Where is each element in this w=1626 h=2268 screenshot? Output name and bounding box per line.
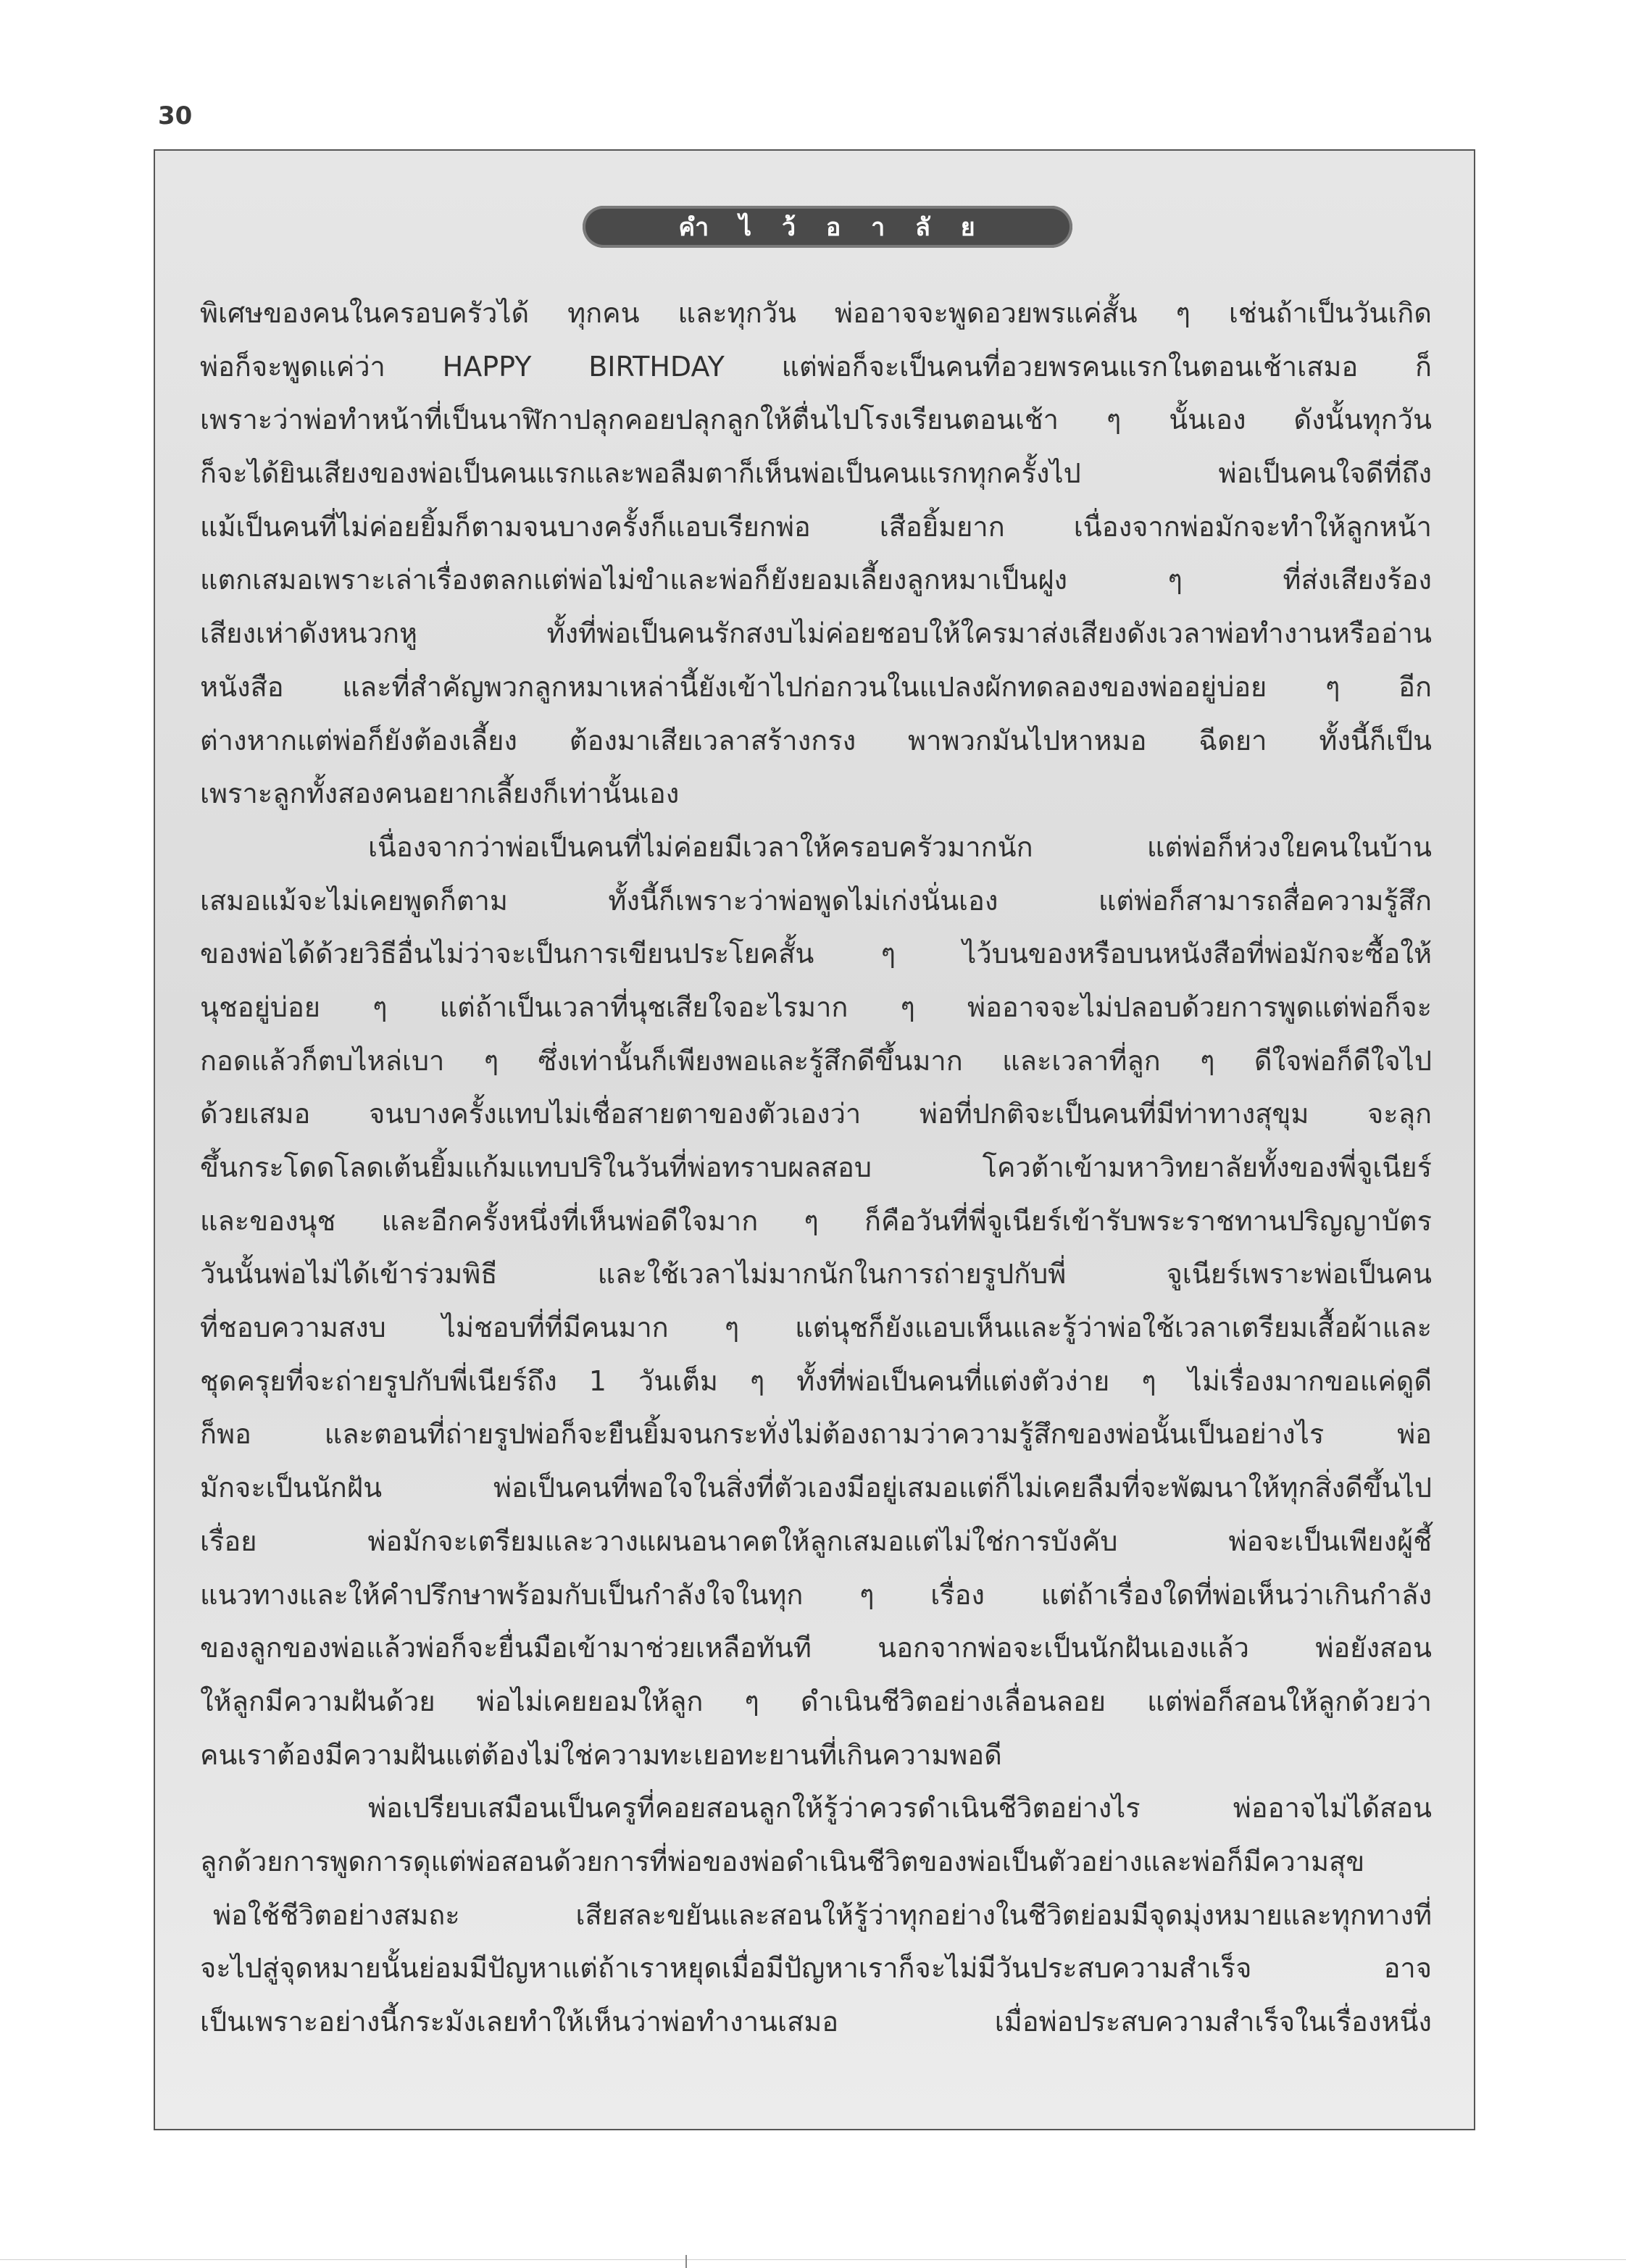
text-line: พ่อใช้ชีวิตอย่างสมถะ เสียสละขยันและสอนให้รู้ว่าทุกอย่างในชีวิตย่อมมีจุดมุ่งหมายและทุกทางที่ — [213, 1898, 1432, 1931]
text-line: และของนุช และอีกครั้งหนึ่งที่เห็นพ่อดีใจมาก ๆ ก็คือวันที่พี่จูเนียร์เข้ารับพระราชทานปริญญาบัตร — [200, 1204, 1432, 1237]
text-line: ต่างหากแต่พ่อก็ยังต้องเลี้ยง ต้องมาเสียเวลาสร้างกรง พาพวกมันไปหาหมอ ฉีดยา ทั้งนี้ก็เป็น — [200, 724, 1432, 756]
text-line: พ่อเปรียบเสมือนเป็นครูที่คอยสอนลูกให้รู้ว่าควรดำเนินชีวิตอย่างไร พ่ออาจไม่ได้สอน — [368, 1792, 1432, 1825]
text-line: แนวทางและให้คำปรึกษาพร้อมกับเป็นกำลังใจในทุก ๆ เรื่อง แต่ถ้าเรื่องใดที่พ่อเห็นว่าเกินกำลัง — [200, 1578, 1432, 1611]
section-title: คำ ไ ว้ อ า ลั ย — [583, 206, 1072, 248]
text-line: วันนั้นพ่อไม่ได้เข้าร่วมพิธี และใช้เวลาไม่มากนักในการถ่ายรูปกับพี่ จูเนียร์เพราะพ่อเป็นคน — [200, 1258, 1432, 1291]
text-line: กอดแล้วก็ตบไหล่เบา ๆ ซึ่งเท่านั้นก็เพียงพอและรู้สึกดีขึ้นมาก และเวลาที่ลูก ๆ ดีใจพ่อก็ดีใจไป — [200, 1044, 1432, 1077]
text-frame — [154, 149, 1475, 2130]
text-line: เสมอแม้จะไม่เคยพูดก็ตาม ทั้งนี้ก็เพราะว่าพ่อพูดไม่เก่งนั่นเอง แต่พ่อก็สามารถสื่อความรู้สึก — [200, 884, 1432, 917]
text-line: เป็นเพราะอย่างนี้กระมังเลยทำให้เห็นว่าพ่อทำงานเสมอ เมื่อพ่อประสบความสำเร็จในเรื่องหนึ่ง — [200, 2006, 1432, 2038]
text-line: ของพ่อได้ด้วยวิธีอื่นไม่ว่าจะเป็นการเขียนประโยคสั้น ๆ ไว้บนของหรือบนหนังสือที่พ่อมักจะซื้อให้ — [200, 938, 1432, 970]
text-line: มักจะเป็นนักฝัน พ่อเป็นคนที่พอใจในสิ่งที่ตัวเองมีอยู่เสมอแต่ก็ไม่เคยลืมที่จะพัฒนาให้ทุกสิ่งดีขึ้นไป — [200, 1472, 1432, 1504]
text-line: ให้ลูกมีความฝันด้วย พ่อไม่เคยยอมให้ลูก ๆ ดำเนินชีวิตอย่างเลื่อนลอย แต่พ่อก็สอนให้ลูกด้วยว่า — [200, 1685, 1432, 1717]
text-line: เพราะว่าพ่อทำหน้าที่เป็นนาฬิกาปลุกคอยปลุกลูกให้ตื่นไปโรงเรียนตอนเช้า ๆ นั้นเอง ดังนั้นทุกวัน — [200, 404, 1432, 436]
text-line: แม้เป็นคนที่ไม่ค่อยยิ้มก็ตามจนบางครั้งก็แอบเรียกพ่อ เสือยิ้มยาก เนื่องจากพ่อมักจะทำให้ลูกหน้า — [200, 510, 1432, 543]
text-line: พิเศษของคนในครอบครัวได้ ทุกคน และทุกวัน พ่ออาจจะพูดอวยพรแค่สั้น ๆ เช่นถ้าเป็นวันเกิด — [200, 297, 1432, 329]
text-line: หนังสือ และที่สำคัญพวกลูกหมาเหล่านี้ยังเข้าไปก่อกวนในแปลงผักทดลองของพ่ออยู่บ่อย ๆ อีก — [200, 670, 1432, 703]
text-line: เพราะลูกทั้งสองคนอยากเลี้ยงก็เท่านั้นเอง — [200, 777, 680, 810]
text-line: ด้วยเสมอ จนบางครั้งแทบไม่เชื่อสายตาของตัวเองว่า พ่อที่ปกติจะเป็นคนที่มีท่าทางสุขุม จะลุก — [200, 1098, 1432, 1130]
text-line: จะไปสู่จุดหมายนั้นย่อมมีปัญหาแต่ถ้าเราหยุดเมื่อมีปัญหาเราก็จะไม่มีวันประสบความสำเร็จ อาจ — [200, 1952, 1432, 1985]
page-fold-mark — [685, 2255, 687, 2268]
text-line: ของลูกของพ่อแล้วพ่อก็จะยื่นมือเข้ามาช่วยเหลือทันที นอกจากพ่อจะเป็นนักฝันเองแล้ว พ่อยังสอน — [200, 1632, 1432, 1664]
text-line: ชุดครุยที่จะถ่ายรูปกับพี่เนียร์ถึง 1 วันเต็ม ๆ ทั้งที่พ่อเป็นคนที่แต่งตัวง่าย ๆ ไม่เรื่องมากขอแค่ดูดี — [200, 1364, 1432, 1397]
page-number: 30 — [158, 101, 193, 130]
text-line: ก็พอ และตอนที่ถ่ายรูปพ่อก็จะยืนยิ้มจนกระทั่งไม่ต้องถามว่าความรู้สึกของพ่อนั้นเป็นอย่างไร พ่อ — [200, 1418, 1432, 1451]
body-text — [200, 287, 1432, 2049]
text-line: ที่ชอบความสงบ ไม่ชอบที่ที่มีคนมาก ๆ แต่นุชก็ยังแอบเห็นและรู้ว่าพ่อใช้เวลาเตรียมเสื้อผ้าและ — [200, 1312, 1432, 1344]
text-line: เนื่องจากว่าพ่อเป็นคนที่ไม่ค่อยมีเวลาให้ครอบครัวมากนัก แต่พ่อก็ห่วงใยคนในบ้าน — [368, 830, 1432, 863]
text-line: นุชอยู่บ่อย ๆ แต่ถ้าเป็นเวลาที่นุชเสียใจอะไรมาก ๆ พ่ออาจจะไม่ปลอบด้วยการพูดแต่พ่อก็จะ — [200, 991, 1432, 1023]
text-line: เสียงเห่าดังหนวกหู ทั้งที่พ่อเป็นคนรักสงบไม่ค่อยชอบให้ใครมาส่งเสียงดังเวลาพ่อทำงานหรืออ่าน — [200, 617, 1432, 650]
text-line: ก็จะได้ยินเสียงของพ่อเป็นคนแรกและพอลืมตาก็เห็นพ่อเป็นคนแรกทุกครั้งไป พ่อเป็นคนใจดีที่ถึง — [200, 457, 1432, 490]
text-line: แตกเสมอเพราะเล่าเรื่องตลกแต่พ่อไม่ขำและพ่อก็ยังยอมเลี้ยงลูกหมาเป็นฝูง ๆ ที่ส่งเสียงร้อง — [200, 564, 1432, 596]
page-bottom-rule — [0, 2259, 1626, 2260]
text-line: คนเราต้องมีความฝันแต่ต้องไม่ใช่ความทะเยอทะยานที่เกินความพอดี — [200, 1738, 1002, 1771]
text-line: ลูกด้วยการพูดการดุแต่พ่อสอนด้วยการที่พ่อของพ่อดำเนินชีวิตของพ่อเป็นตัวอย่างและพ่อก็มีความสุข — [200, 1845, 1365, 1877]
text-line: เรื่อย พ่อมักจะเตรียมและวางแผนอนาคตให้ลูกเสมอแต่ไม่ใช่การบังคับ พ่อจะเป็นเพียงผู้ชี้ — [200, 1525, 1432, 1557]
text-line: พ่อก็จะพูดแค่ว่า HAPPY BIRTHDAY แต่พ่อก็จะเป็นคนที่อวยพรคนแรกในตอนเช้าเสมอ ก็ — [200, 350, 1432, 383]
text-line: ขึ้นกระโดดโลดเต้นยิ้มแก้มแทบปริในวันที่พ่อทราบผลสอบ โควต้าเข้ามหาวิทยาลัยทั้งของพี่จูเนียร์ — [200, 1151, 1432, 1183]
